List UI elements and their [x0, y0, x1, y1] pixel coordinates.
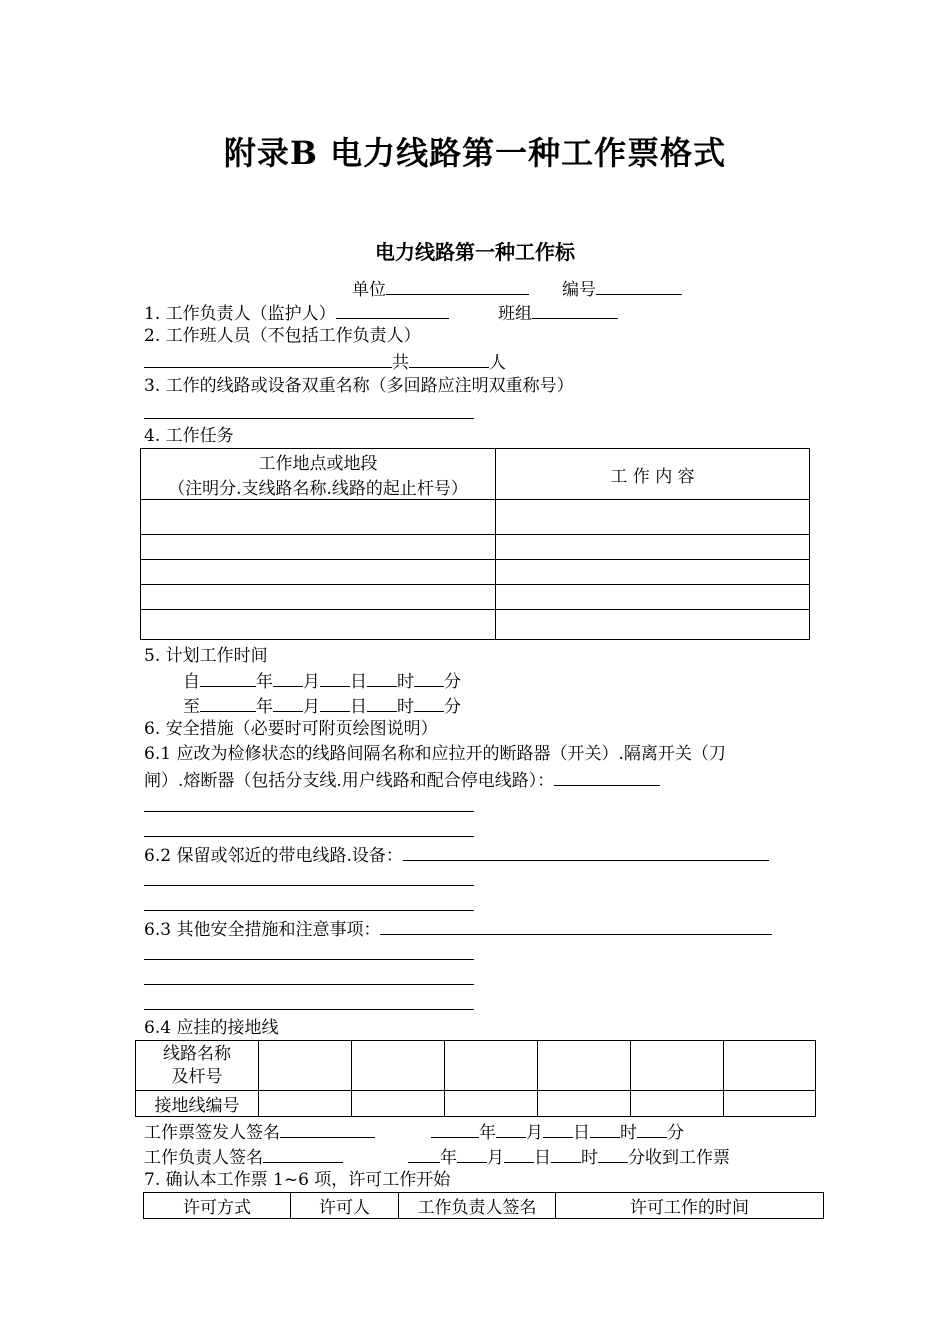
form-subtitle: 电力线路第一种工作标 — [375, 240, 575, 264]
crew-label: 2. 工作班人员（不包括工作负责人） — [144, 326, 421, 346]
ground-wire-table — [135, 1040, 816, 1117]
safety-62-blank-1[interactable] — [144, 885, 474, 886]
task-table — [140, 448, 810, 640]
document-title: 附录B 电力线路第一种工作票格式 — [223, 134, 727, 172]
unit-label: 单位 — [352, 280, 386, 300]
task-location-header: 工作地点或地段 （注明分.支线路名称.线路的起止杆号） — [141, 449, 496, 500]
table-cell[interactable] — [445, 1041, 538, 1091]
table-cell[interactable] — [496, 500, 810, 535]
planned-start-field[interactable]: 自 年 月 日 时 分 — [183, 669, 461, 693]
unit-field[interactable] — [352, 277, 529, 301]
number-field[interactable] — [562, 277, 682, 301]
safety-61-field[interactable] — [144, 768, 660, 792]
number-label: 编号 — [562, 280, 596, 300]
safety-62-field[interactable] — [144, 843, 769, 867]
table-cell[interactable] — [631, 1091, 724, 1117]
confirm-label: 7. 确认本工作票 1~6 项，许可工作开始 — [144, 1170, 451, 1190]
table-cell[interactable] — [496, 585, 810, 610]
safety-61-line2: 闸）.熔断器（包括分支线.用户线路和配合停电线路）： — [144, 771, 555, 791]
table-cell[interactable] — [141, 500, 496, 535]
leader-sign-field[interactable] — [144, 1145, 343, 1169]
issuer-sign-field[interactable] — [144, 1120, 375, 1144]
table-cell[interactable] — [141, 610, 496, 640]
safety-62-blank-2[interactable] — [144, 910, 474, 911]
work-leader-label: 1. 工作负责人（监护人） — [144, 304, 336, 324]
safety-63-label: 6.3 其他安全措施和注意事项： — [144, 920, 381, 940]
safety-63-blank-2[interactable] — [144, 984, 474, 985]
table-row — [141, 585, 810, 610]
table-cell[interactable] — [538, 1041, 631, 1091]
planned-end-field[interactable]: 至 年 月 日 时 分 — [183, 694, 461, 718]
safety-61-blank-2[interactable] — [144, 836, 474, 837]
table-row — [141, 610, 810, 640]
table-row — [141, 449, 810, 500]
col-permitter: 许可人 — [291, 1193, 399, 1219]
table-cell[interactable] — [141, 560, 496, 585]
safety-63-blank-1[interactable] — [144, 959, 474, 960]
task-content-header: 工 作 内 容 — [496, 449, 810, 500]
table-cell[interactable] — [496, 610, 810, 640]
team-field[interactable] — [498, 301, 618, 325]
issuer-sign-label: 工作票签发人签名 — [144, 1123, 280, 1143]
table-cell[interactable] — [259, 1091, 352, 1117]
col-leader-sign: 工作负责人签名 — [399, 1193, 556, 1219]
line-name-pole-header: 线路名称 及杆号 — [136, 1041, 259, 1091]
table-row — [141, 500, 810, 535]
planned-time-label: 5. 计划工作时间 — [144, 646, 268, 666]
table-cell[interactable] — [724, 1041, 816, 1091]
safety-63-field[interactable] — [144, 917, 772, 941]
work-leader-field[interactable] — [144, 301, 449, 325]
line-name-label: 3. 工作的线路或设备双重名称（多回路应注明双重称号） — [144, 376, 574, 396]
person-label: 人 — [489, 353, 506, 373]
crew-field[interactable] — [144, 350, 506, 374]
team-label: 班组 — [498, 304, 532, 324]
leader-sign-label: 工作负责人签名 — [144, 1148, 263, 1168]
safety-62-label: 6.2 保留或邻近的带电线路.设备： — [144, 846, 403, 866]
table-row — [136, 1091, 816, 1117]
safety-63-blank-3[interactable] — [144, 1009, 474, 1010]
table-cell[interactable] — [352, 1041, 445, 1091]
safety-61-blank-1[interactable] — [144, 811, 474, 812]
table-cell[interactable] — [496, 560, 810, 585]
safety-61-line1: 6.1 应改为检修状态的线路间隔名称和应拉开的断路器（开关）.隔离开关（刀 — [144, 744, 726, 764]
permission-table — [143, 1192, 824, 1219]
ground-wire-label: 6.4 应挂的接地线 — [144, 1018, 279, 1038]
table-row — [141, 560, 810, 585]
table-cell[interactable] — [141, 585, 496, 610]
table-row — [136, 1041, 816, 1091]
table-cell[interactable] — [538, 1091, 631, 1117]
line-name-blank[interactable] — [144, 418, 474, 419]
table-cell[interactable] — [631, 1041, 724, 1091]
table-cell[interactable] — [259, 1041, 352, 1091]
issuer-time-field[interactable]: 年 月 日 时 分 — [431, 1120, 684, 1144]
table-cell[interactable] — [445, 1091, 538, 1117]
table-row — [141, 535, 810, 560]
table-row — [144, 1193, 824, 1219]
task-label: 4. 工作任务 — [144, 426, 234, 446]
total-label: 共 — [392, 353, 409, 373]
table-cell[interactable] — [724, 1091, 816, 1117]
col-permission-time: 许可工作的时间 — [556, 1193, 824, 1219]
safety-measures-label: 6. 安全措施（必要时可附页绘图说明） — [144, 719, 438, 739]
col-permission-method: 许可方式 — [144, 1193, 291, 1219]
received-time-field[interactable]: 年 月 日 时 分收到工作票 — [408, 1145, 730, 1169]
table-cell[interactable] — [141, 535, 496, 560]
table-cell[interactable] — [352, 1091, 445, 1117]
table-cell[interactable] — [496, 535, 810, 560]
ground-wire-number-header: 接地线编号 — [136, 1091, 259, 1117]
